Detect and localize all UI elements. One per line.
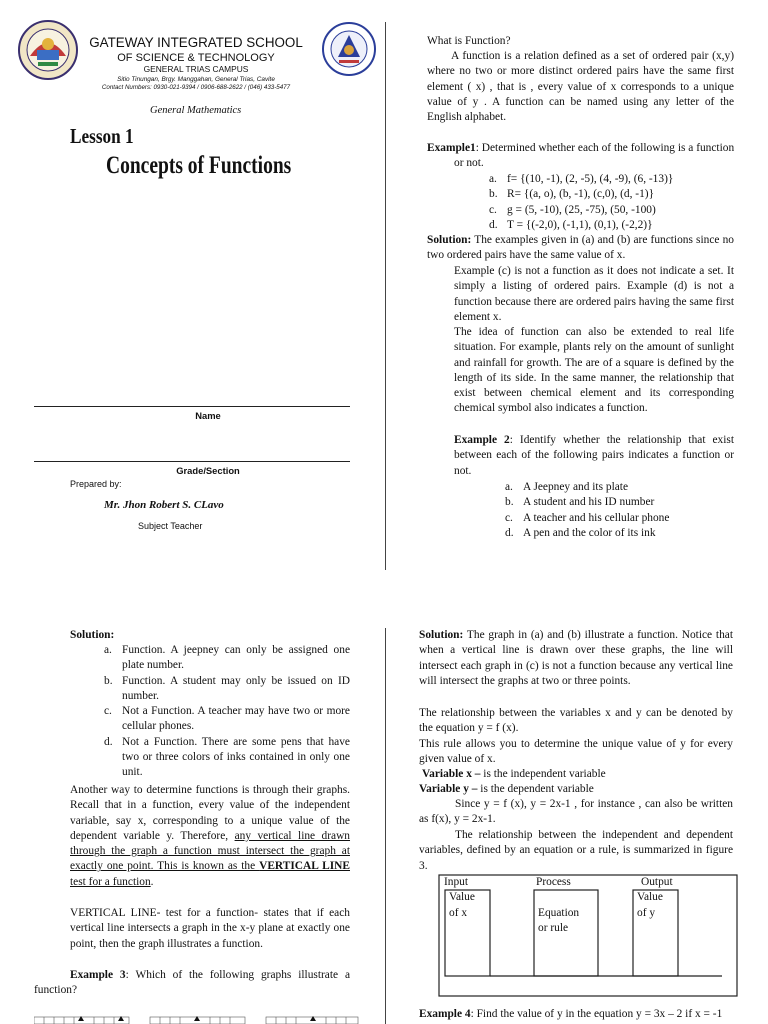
relationship-text: The relationship between the variables x and y can be denoted by the equation y = f (x).	[419, 707, 733, 735]
deped-logo	[322, 22, 376, 76]
list-item: d. A pen and the color of its ink	[505, 526, 656, 539]
example-1-list	[489, 172, 737, 233]
figure-value-y-line2: of y	[637, 907, 656, 919]
example-4-label: Example 4	[419, 1008, 471, 1020]
prepared-by: Prepared by:	[70, 479, 122, 489]
deped-seal-icon	[322, 22, 376, 76]
lesson-title: Concepts of Functions	[106, 152, 292, 179]
list-item: c. A teacher and his cellular phone	[505, 511, 670, 524]
figure-value-y-line1: Value	[637, 891, 663, 903]
example-3-graphs	[34, 1014, 364, 1024]
example-3-solution: Solution: The graph in (a) and (b) illustrate a function. Notice that when a vertical line is drawn over these graphs, the line will intersect each graph in (c) is not a function because any vertical line will intersect the graphs at two or three points.	[419, 629, 733, 687]
grade-rule	[34, 461, 350, 462]
figure-equation-line1: Equation	[538, 907, 580, 919]
grade-label: Grade/Section	[176, 465, 240, 476]
address: Sitio Tinungan, Brgy. Manggahan, General Trias, Cavite	[117, 76, 275, 83]
what-is-function-heading: What is Function?	[427, 35, 511, 47]
list-item: b. R= {(a, o), (b, -1), (c,0), (d, -1)}	[489, 188, 655, 201]
list-item: a. Function. A jeepney can only be assigned one plate number.	[104, 644, 350, 672]
solution-list	[104, 643, 350, 781]
example-4: Example 4: Find the value of y in the equation y = 3x – 2 if x = -1	[419, 1008, 723, 1020]
since-text: Since y = f (x), y = 2x-1 , for instance , can also be written as f(x), y = 2x-1.	[419, 798, 733, 826]
figure-equation-line2: or rule	[538, 922, 569, 934]
figure-output-label: Output	[641, 876, 673, 888]
list-item: a. f= {(10, -1), (2, -5), (4, -9), (6, -13)}	[489, 173, 674, 185]
example-1	[427, 141, 737, 156]
example-3: Example 3: Which of the following graphs illustrate a function?	[34, 969, 351, 997]
variable-x: Variable x – is the independent variable	[422, 768, 606, 780]
campus: GENERAL TRIAS CAMPUS	[143, 64, 249, 74]
school-logo	[18, 20, 78, 80]
teacher-name: Mr. Jhon Robert S. CLavo	[104, 499, 224, 511]
solution-label: Solution:	[70, 629, 115, 641]
input-process-output-diagram	[438, 873, 738, 997]
list-item: d. Not a Function. There are some pens that have two or three colors of inks contained in only one unit.	[104, 735, 350, 779]
list-item: c. Not a Function. A teacher may have two or more cellular phones.	[104, 705, 350, 733]
example-1-text-cont: or not.	[454, 157, 484, 169]
school-sub: OF SCIENCE & TECHNOLOGY	[117, 52, 275, 64]
school-name: GATEWAY INTEGRATED SCHOOL	[89, 35, 303, 50]
function-idea: The idea of function can also be extended to real life situation. For example, plants rely on the amount of sunlight and rainfall for growth. The are of a square is defined by the length of its side. In the same manner, the relationship that exist between chemical element and its corresponding chemical symbol also indicates a function.	[454, 326, 734, 415]
school-seal-icon	[18, 20, 78, 80]
lesson-number: Lesson 1	[70, 124, 134, 148]
list-item: b. Function. A student may only be issued on ID number.	[104, 674, 350, 702]
solution-label: Solution:	[427, 234, 472, 246]
solution-label: Solution:	[419, 629, 464, 641]
example-1-solution: Solution: The examples given in (a) and (b) are functions since no two ordered pairs have the same value of x.	[427, 234, 734, 262]
page-divider-top	[385, 22, 386, 570]
list-item: d. T = {(-2,0), (-1,1), (0,1), (-2,2)}	[489, 218, 653, 231]
figure-value-x-line1: Value	[449, 891, 475, 903]
name-label: Name	[195, 410, 221, 421]
subject-title: General Mathematics	[150, 105, 242, 116]
figure-3	[438, 873, 738, 997]
example-2-list	[505, 480, 743, 541]
example-2: Example 2: Identify whether the relationship that exist between each of the following pairs indicates a function or not.	[454, 434, 735, 477]
graph-paragraph: Another way to determine functions is through their graphs. Recall that in a function, every value of the independent variable, say x, corresponding to a unique value of the dependent variable y. Therefore, any vertical line drawn through the graph a function must intersect the graph at exactly one point. This is known as the VERTICAL LINE test for a function.	[70, 784, 351, 888]
example-2-label: Example 2	[454, 434, 510, 446]
figure-input-label: Input	[444, 876, 469, 888]
example-1-text: : Determined whether each of the following is a function	[475, 142, 735, 154]
figure-process-label: Process	[536, 876, 571, 888]
name-rule	[34, 406, 350, 407]
list-item: a. A Jeepney and its plate	[505, 481, 629, 493]
rule-text: This rule allows you to determine the unique value of y for every given value of x.	[419, 738, 733, 766]
teacher-role: Subject Teacher	[138, 521, 203, 531]
list-item: b. A student and his ID number	[505, 496, 655, 509]
variable-y: Variable y – is the dependent variable	[419, 783, 594, 795]
figure-value-x-line2: of x	[449, 907, 468, 919]
function-definition: A function is a relation defined as a set of ordered pair (x,y) where no two or more distinct ordered pairs have the same first element ( x) , that is , every value of x corresponds to a unique value of y . A function can be named using any letter of the English alphabet.	[427, 50, 734, 124]
page-divider-bottom	[385, 628, 386, 1024]
example-1-label: Example1	[427, 142, 476, 154]
solution-example-c: Example (c) is not a function as it does not indicate a set. It simply a listing of ordered pairs. Example (d) is not a function because there are ordered pairs having the same first element x.	[454, 265, 734, 323]
vertical-line-definition: VERTICAL LINE- test for a function- states that if each vertical line intersects a graph in the x-y plane at exactly one point, then the graph illustrates a function.	[70, 907, 350, 950]
list-item: c. g = (5, -10), (25, -75), (50, -100)	[489, 203, 656, 216]
example-3-label: Example 3	[70, 969, 126, 981]
contact-numbers: Contact Numbers: 0930-021-9394 / 0906-688-2622 / (046) 433-5477	[101, 84, 291, 91]
relationship-summary: The relationship between the independent and dependent variables, defined by an equation or a rule, is summarized in figure 3.	[419, 829, 733, 872]
graph-grid-strip	[34, 1014, 364, 1024]
